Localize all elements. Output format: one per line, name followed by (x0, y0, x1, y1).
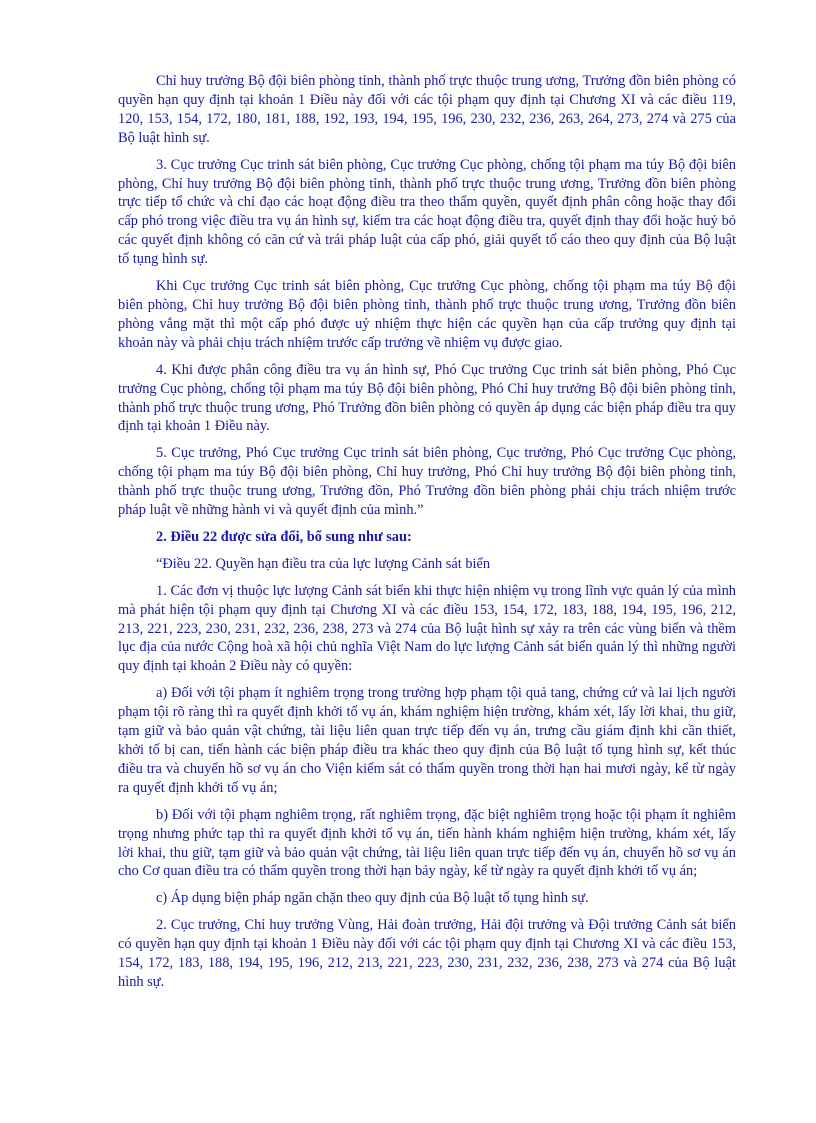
paragraph-clause-5: 5. Cục trưởng, Phó Cục trưởng Cục trinh sát biên phòng, Cục trưởng, Phó Cục trưởng Cục phòng, chống tội phạm ma túy Bộ đội biên phòng, Chỉ huy trưởng, Phó Chỉ huy trưởng Bộ đội biên phòng tỉnh, thành phố trực thuộc trung ương, Trưởng đồn, Phó Trưởng đồn biên phòng phải chịu trách nhiệm trước pháp luật về những hành vi và quyết định của mình.” (118, 445, 736, 519)
paragraph-point-c: c) Áp dụng biện pháp ngăn chặn theo quy định của Bộ luật tố tụng hình sự. (156, 890, 589, 907)
document-page (118, 72, 736, 1000)
paragraph-point-b: b) Đối với tội phạm nghiêm trọng, rất nghiêm trọng, đặc biệt nghiêm trọng hoặc tội phạm ít nghiêm trọng nhưng phức tạp thì ra quyết định khởi tố vụ án, tiến hành khám nghiệm hiện trường, khám xét, lấy lời khai, thu giữ, tạm giữ và bảo quản vật chứng, tài liệu liên quan trực tiếp đến vụ án, chuyển hồ sơ vụ án cho Cơ quan điều tra có thẩm quyền trong thời hạn bảy ngày, kể từ ngày ra quyết định khởi tố vụ án; (118, 806, 736, 880)
section-heading-article-22: 2. Điều 22 được sửa đổi, bổ sung như sau: (156, 528, 412, 545)
paragraph-deputy-authorization: Khi Cục trưởng Cục trinh sát biên phòng, Cục trưởng Cục phòng, chống tội phạm ma túy Bộ đội biên phòng, Chỉ huy trưởng Bộ đội biên phòng tỉnh, thành phố trực thuộc trung ương, Trưởng đồn biên phòng vắng mặt thì một cấp phó được uỷ nhiệm thực hiện các quyền hạn của cấp trưởng quy định tại khoản này và phải chịu trách nhiệm trước cấp trưởng về nhiệm vụ được giao. (118, 278, 736, 351)
paragraph-article-22-clause-1: 1. Các đơn vị thuộc lực lượng Cảnh sát biển khi thực hiện nhiệm vụ trong lĩnh vực quản lý của mình mà phát hiện tội phạm quy định tại Chương XI và các điều 153, 154, 172, 183, 188, 194, 195, 196, 212, 213, 221, 223, 230, 231, 232, 236, 238, 273 và 274 của Bộ luật hình sự xảy ra trên các vùng biển và thềm lục địa của nước Cộng hoà xã hội chủ nghĩa Việt Nam do lực lượng Cảnh sát biển quản lý thì những người quy định tại khoản 2 Điều này có quyền: (118, 582, 736, 675)
paragraph-article-22-clause-2: 2. Cục trưởng, Chỉ huy trưởng Vùng, Hải đoàn trưởng, Hải đội trưởng và Đội trưởng Cảnh sát biển có quyền hạn quy định tại khoản 1 Điều này đối với các tội phạm quy định tại Chương XI và các điều 153, 154, 172, 183, 188, 194, 195, 196, 212, 213, 221, 223, 230, 231, 232, 236, 238, 273 và 274 của Bộ luật hình sự. (118, 917, 736, 990)
paragraph-clause-3: 3. Cục trưởng Cục trinh sát biên phòng, Cục trưởng Cục phòng, chống tội phạm ma túy Bộ đội biên phòng, Chỉ huy trưởng Bộ đội biên phòng tỉnh, thành phố trực thuộc trung ương, Trưởng đồn biên phòng trực tiếp tổ chức và chỉ đạo các hoạt động điều tra theo thẩm quyền, quyết định phân công hoặc thay đổi cấp phó trong việc điều tra vụ án hình sự, kiểm tra các hoạt động điều tra, quyết định thay đổi hoặc huỷ bỏ các quyết định không có căn cứ và trái pháp luật của cấp phó, giải quyết tố cáo theo quy định của Bộ luật tố tụng hình sự. (118, 156, 736, 268)
paragraph-point-a: a) Đối với tội phạm ít nghiêm trọng trong trường hợp phạm tội quả tang, chứng cứ và lai lịch người phạm tội rõ ràng thì ra quyết định khởi tố vụ án, khám nghiệm hiện trường, khám xét, lấy lời khai, thu giữ, tạm giữ và bảo quản vật chứng, tài liệu liên quan trực tiếp đến vụ án, trưng cầu giám định khi cần thiết, khởi tố bị can, tiến hành các biện pháp điều tra khác theo quy định của Bộ luật tố tụng hình sự, kết thúc điều tra và chuyển hồ sơ vụ án cho Viện kiểm sát có thẩm quyền trong thời hạn hai mươi ngày, kể từ ngày ra quyết định khởi tố vụ án; (118, 685, 736, 796)
article-22-title: “Điều 22. Quyền hạn điều tra của lực lượng Cảnh sát biển (156, 555, 491, 572)
paragraph-clause-4: 4. Khi được phân công điều tra vụ án hình sự, Phó Cục trưởng Cục trinh sát biên phòng, Phó Cục trưởng Cục phòng, chống tội phạm ma túy Bộ đội biên phòng, Phó Chỉ huy trưởng Bộ đội biên phòng tỉnh, thành phố trực thuộc trung ương, Phó Trưởng đồn biên phòng có quyền áp dụng các biện pháp điều tra quy định tại khoản 1 Điều này. (118, 361, 736, 435)
paragraph-border-commander-powers: Chỉ huy trưởng Bộ đội biên phòng tỉnh, thành phố trực thuộc trung ương, Trưởng đồn biên phòng có quyền hạn quy định tại khoản 1 Điều này đối với các tội phạm quy định tại Chương XI và các điều 119, 120, 153, 154, 172, 180, 181, 188, 192, 193, 194, 195, 196, 230, 232, 236, 263, 264, 273, 274 và 275 của Bộ luật hình sự. (118, 73, 736, 146)
